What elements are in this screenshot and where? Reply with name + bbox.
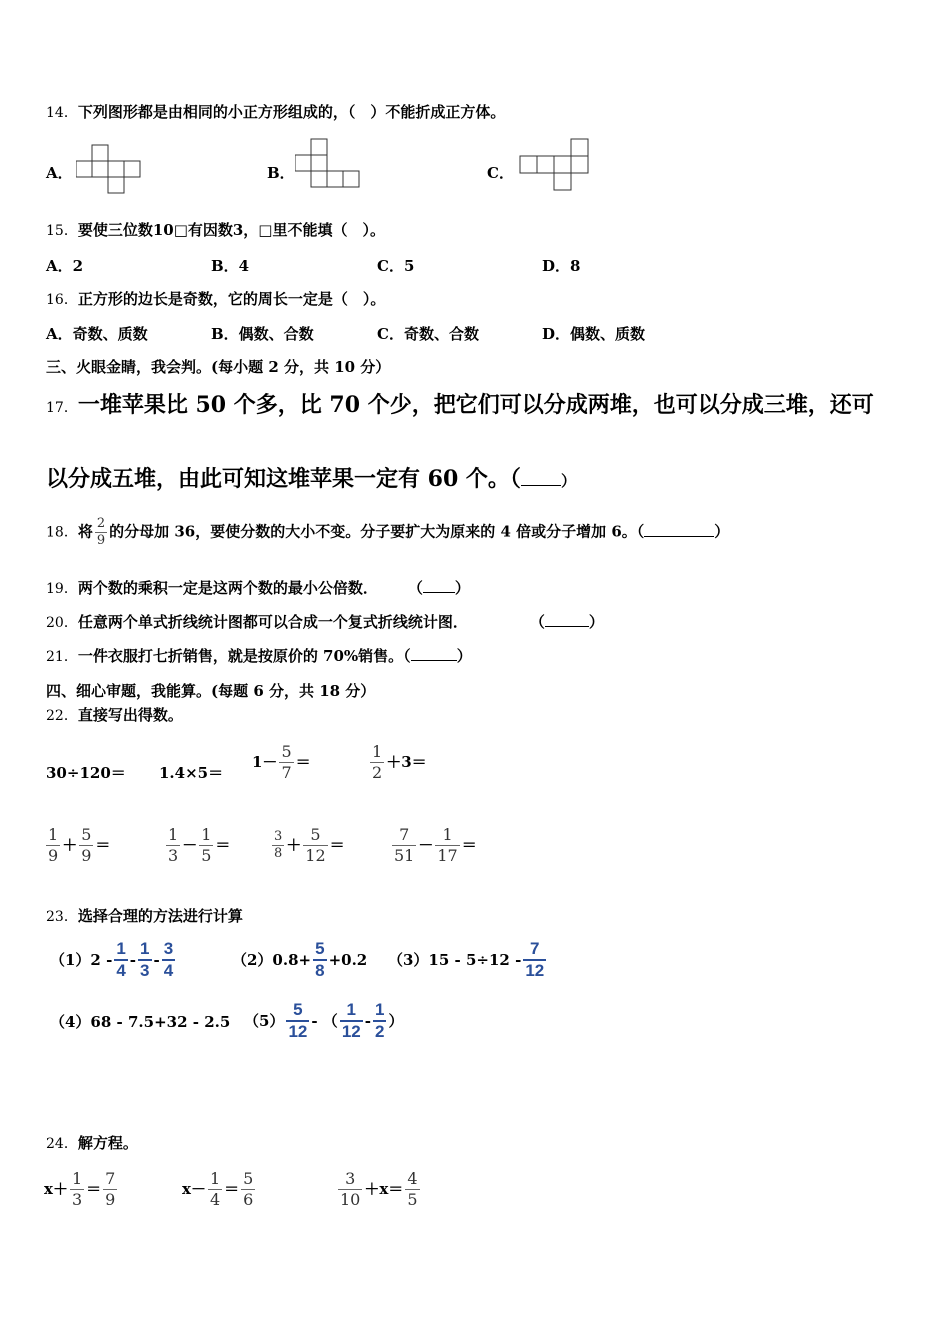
- fraction: $\frac{1}{5}$: [201, 824, 212, 865]
- fraction: $\frac{1}{4}$: [209, 1168, 221, 1209]
- q15-option-c[interactable]: C．5: [377, 257, 415, 275]
- fraction: $\frac{7}{12}$: [525, 939, 545, 980]
- q19-answer-blank[interactable]: [423, 578, 455, 593]
- q18-answer-blank[interactable]: [644, 522, 714, 537]
- q18: 18．将 $\frac{2}{9}$ 的分母加 36，要使分数的大小不变。分子要扩大为原来的 4 倍或分子增加 6。（ ）: [46, 516, 730, 548]
- q14-option-c[interactable]: C．: [487, 164, 514, 182]
- q16: 16．正方形的边长是奇数，它的周长一定是（ ）。: [46, 290, 386, 308]
- q22-expr-f: $\frac{1}{3}$ － $\frac{1}{5}$ ＝: [168, 824, 231, 865]
- q22-expr-g: $\frac{3}{8}$ ＋ $\frac{5}{12}$ ＝: [274, 824, 345, 865]
- fraction: $\frac{1}{4}$: [116, 939, 126, 980]
- q16-option-a[interactable]: A．奇数、质数: [46, 325, 148, 343]
- fraction: $\frac{5}{7}$: [281, 741, 292, 782]
- q14-option-b[interactable]: B．: [267, 164, 295, 182]
- section-3-heading: 三、火眼金睛，我会判。(每小题 2 分，共 10 分）: [46, 358, 391, 376]
- q22-expr-d: $\frac{1}{2}$ ＋3＝: [372, 741, 427, 782]
- q24-equation-3: $\frac{3}{10}$ ＋x＝ $\frac{4}{5}$: [340, 1168, 418, 1209]
- q21-answer-blank[interactable]: [411, 646, 457, 661]
- q23-part-5: （5） $\frac{5}{12}$ - （ $\frac{1}{12}$ - $\frac{1}{2}$ ）: [244, 1000, 404, 1041]
- cube-net-a: [76, 144, 142, 194]
- q16-option-c[interactable]: C．奇数、合数: [377, 325, 479, 343]
- fraction: $\frac{4}{5}$: [407, 1168, 418, 1209]
- q22-expr-b: 1.4×5＝: [159, 764, 224, 782]
- q17-line1: 17．一堆苹果比 50 个多，比 70 个少，把它们可以分成两堆，也可以分成三堆，还可: [46, 392, 874, 418]
- fraction: $\frac{3}{4}$: [163, 939, 174, 980]
- q24-equation-2: x－ $\frac{1}{4}$ ＝ $\frac{5}{6}$: [182, 1168, 254, 1209]
- fraction: $\frac{1}{3}$: [71, 1168, 83, 1209]
- fraction: $\frac{3}{8}$: [274, 828, 283, 861]
- q15-option-d[interactable]: D．8: [542, 257, 581, 275]
- q24-equation-1: x＋ $\frac{1}{3}$ ＝ $\frac{7}{9}$: [44, 1168, 116, 1209]
- fraction: $\frac{1}{17}$: [437, 824, 458, 865]
- q22-expr-c: 1－ $\frac{5}{7}$ ＝: [252, 741, 311, 782]
- q16-option-b[interactable]: B．偶数、合数: [211, 325, 314, 343]
- q22-expr-h: $\frac{7}{51}$ － $\frac{1}{17}$ ＝: [394, 824, 477, 865]
- q22: 22．直接写出得数。: [46, 706, 183, 724]
- fraction: $\frac{1}{12}$: [341, 1000, 361, 1041]
- fraction: $\frac{5}{6}$: [243, 1168, 254, 1209]
- q23-part-1: （1）2 - $\frac{1}{4}$ - $\frac{1}{3}$ - $\frac{3}{4}$: [50, 939, 174, 980]
- q23: 23．选择合理的方法进行计算: [46, 907, 243, 925]
- fraction: $\frac{5}{12}$: [305, 824, 326, 865]
- q14-option-a[interactable]: A．: [46, 164, 73, 182]
- fraction: $\frac{1}{9}$: [48, 824, 59, 865]
- fraction: $\frac{7}{9}$: [105, 1168, 116, 1209]
- q23-part-4: （4）68 - 7.5+32 - 2.5: [50, 1013, 231, 1031]
- q22-expr-e: $\frac{1}{9}$ ＋ $\frac{5}{9}$ ＝: [48, 824, 111, 865]
- q15-option-b[interactable]: B．4: [211, 257, 250, 275]
- fraction: $\frac{1}{2}$: [372, 741, 383, 782]
- q20: 20．任意两个单式折线统计图都可以合成一个复式折线统计图． （ ）: [46, 613, 604, 631]
- q23-part-3: （3）15 - 5÷12 - $\frac{7}{12}$: [388, 939, 545, 980]
- fraction: $\frac{5}{12}$: [288, 1000, 308, 1041]
- fraction: $\frac{2}{9}$: [96, 516, 106, 548]
- q16-option-d[interactable]: D．偶数、质数: [542, 325, 646, 343]
- cube-net-c: [519, 138, 591, 192]
- q19: 19．两个数的乘积一定是这两个数的最小公倍数． （ ）: [46, 579, 470, 597]
- section-4-heading: 四、细心审题，我能算。(每题 6 分，共 18 分）: [46, 682, 376, 700]
- fraction: $\frac{1}{3}$: [140, 939, 150, 980]
- q20-answer-blank[interactable]: [545, 612, 589, 627]
- fraction: $\frac{1}{3}$: [168, 824, 179, 865]
- fraction: $\frac{5}{9}$: [81, 824, 92, 865]
- q14: 14．下列图形都是由相同的小正方形组成的，（ ）不能折成正方体。: [46, 103, 506, 121]
- q23-part-2: （2）0.8+ $\frac{5}{8}$ +0.2: [232, 939, 368, 980]
- fraction: $\frac{7}{51}$: [394, 824, 415, 865]
- fraction: $\frac{1}{2}$: [374, 1000, 385, 1041]
- fraction: $\frac{5}{8}$: [315, 939, 325, 980]
- q15: 15．要使三位数10□有因数3，□里不能填（ ）。: [46, 221, 385, 239]
- cube-net-b: [295, 138, 361, 188]
- q17-answer-blank[interactable]: [521, 471, 561, 486]
- q22-expr-a: 30÷120＝: [46, 764, 126, 782]
- q24: 24．解方程。: [46, 1134, 138, 1152]
- fraction: $\frac{3}{10}$: [340, 1168, 361, 1209]
- q17-line2: 以分成五堆，由此可知这堆苹果一定有 60 个。（ ）: [46, 466, 576, 492]
- q21: 21．一件衣服打七折销售，就是按原价的 70%销售。（ ）: [46, 647, 472, 665]
- q15-option-a[interactable]: A．2: [46, 257, 84, 275]
